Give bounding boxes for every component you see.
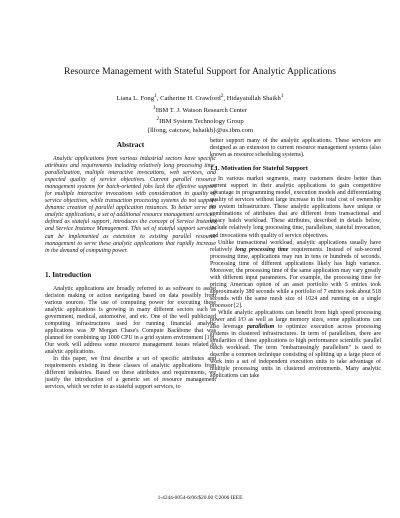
author-name: , Hidayatullah Shaikh [223, 95, 281, 103]
author-emails: {llfong, catcraw, hshaikh}@us.ibm.com [146, 126, 254, 134]
emphasis-text: parallelism [246, 324, 275, 331]
text-run: Unlike transactional workload, analytic applications usually have relatively [210, 239, 381, 253]
right-column [210, 138, 381, 381]
affiliation-name: IBM T. J. Watson Research Center [155, 106, 247, 114]
emphasis-text: long processing time [235, 246, 289, 253]
affiliation-mark: 2 [156, 116, 160, 123]
abstract-text: Analytic applications from various industrial sectors have specific attributes and requirements including relatively long processing time, parallelization, multiple interactive invocations, web services, and expected quality of service objectives. Current parallel resource management systems for batch-oriented jobs lack the effective support for multiple interactive invocations with consideration in quality of service objectives, while transaction processing systems do not support dynamic creation of parallel application instances. To better serve the analytic applications, a set of additional resource management services, defined as stateful support, introduces the concept of Service Instance and Service Instance Management. This set of stateful support services can be implemented as extension to existing parallel resource management to serve these analytic applications that rapidly increase in the demand of computing power. [45, 156, 216, 254]
author-names [0, 92, 400, 104]
motivation-paragraph-1: In various market segments, many customers desire better than current support in their analytic applications to gain competitive advantage in programming model, execution models and differentiating quality of services without large increase in the total cost of ownership on system infrastructure. These analytic applications have unique or combinations of attributes that are different from transactional and legacy batch workload. These attributes, described in details below, include relatively long processing time, parallelism, stateful invocation, and invocations with quality of service objectives. [210, 176, 381, 239]
abstract-heading: Abstract [116, 140, 145, 149]
motivation-paragraph-2 [210, 240, 381, 310]
affiliation-2 [0, 115, 400, 127]
intro-paragraph-2: In this paper, we first describe a set of specific attributes and requirements existing in these classes of analytic applications from different industries. Based on these attributes and requirements, we justify the introduction of a generic set of resource management services, which we refer to as stateful support services, to [45, 356, 216, 391]
affiliation-mark: 1 [153, 104, 156, 111]
affiliation-mark: 1 [280, 93, 284, 99]
affiliation-mark: 2 [220, 93, 224, 99]
paper-title: Resource Management with Stateful Support for Analytic Applications [63, 66, 337, 77]
text-run: While analytic applications can benefit from high speed processing power and I/O as well as large memory sizes, some applications can also leverage [210, 310, 381, 331]
intro-paragraph-1: Analytic applications are broadly referred to as software to assist decision making or action navigating based on data possibly from various sources. The use of computing power for executing these analytic applications is growing in many different sectors such as government, medical, automotive, and etc. One of the well publicized computing infrastructures used for running financial analytic applications was JP Morgan Chase's Compute Backbone that was planned for combining up 1000 CPU in a grid system environment [19]. Our work will address some resource management issues related to analytic applications. [45, 285, 216, 356]
affiliation-mark: 1 [154, 93, 157, 99]
copyright-footer: 1-4244-0054-6/06/$20.00 ©2006 IEEE [157, 495, 243, 501]
left-column [45, 140, 216, 391]
right-paragraph-0: better support many of the analytic applications. These services are designed as an extension to current resource management systems (also known as resource scheduling systems). [210, 138, 381, 159]
author-name: , Catherine H. Crawford [156, 95, 221, 103]
author-name: Liana L. Fong [116, 95, 155, 103]
affiliation-name: IBM System Technology Group [159, 118, 244, 126]
affiliation-1 [0, 104, 400, 116]
subsection-heading-motivation: 1.1. Motivation for Stateful Support [210, 165, 308, 173]
section-heading-introduction: 1. Introduction [45, 270, 92, 279]
motivation-paragraph-3 [210, 310, 381, 380]
text-run: requirements. Instead of sub-second processing time, applications may run in tens or hundreds of seconds. Processing time of different applications likely has high variance. Moreover, the processing time of the same application may vary greatly with different input parameters. For example, the processing time for pricing American option of an asset portfolio with 5 entries took approximately 380 seconds while a portfolio of 7 entries took about 518 seconds with the same mesh size of 1024 and running on a single processor [2]. [210, 246, 381, 309]
spacer [45, 255, 216, 261]
text-run: to optimize execution across processing systems in clustered infrastructures. In term of parallelism, there are similarities of these applications to high performance scientific parallel batch workload. The term "embarrassingly parallelism" is used to describe a common technique consisting of splitting up a large piece of work into a set of independent execution units to take advantage of multiple processing units in clustered environments. Many analytic applications can take [210, 324, 381, 380]
author-block [0, 92, 400, 135]
